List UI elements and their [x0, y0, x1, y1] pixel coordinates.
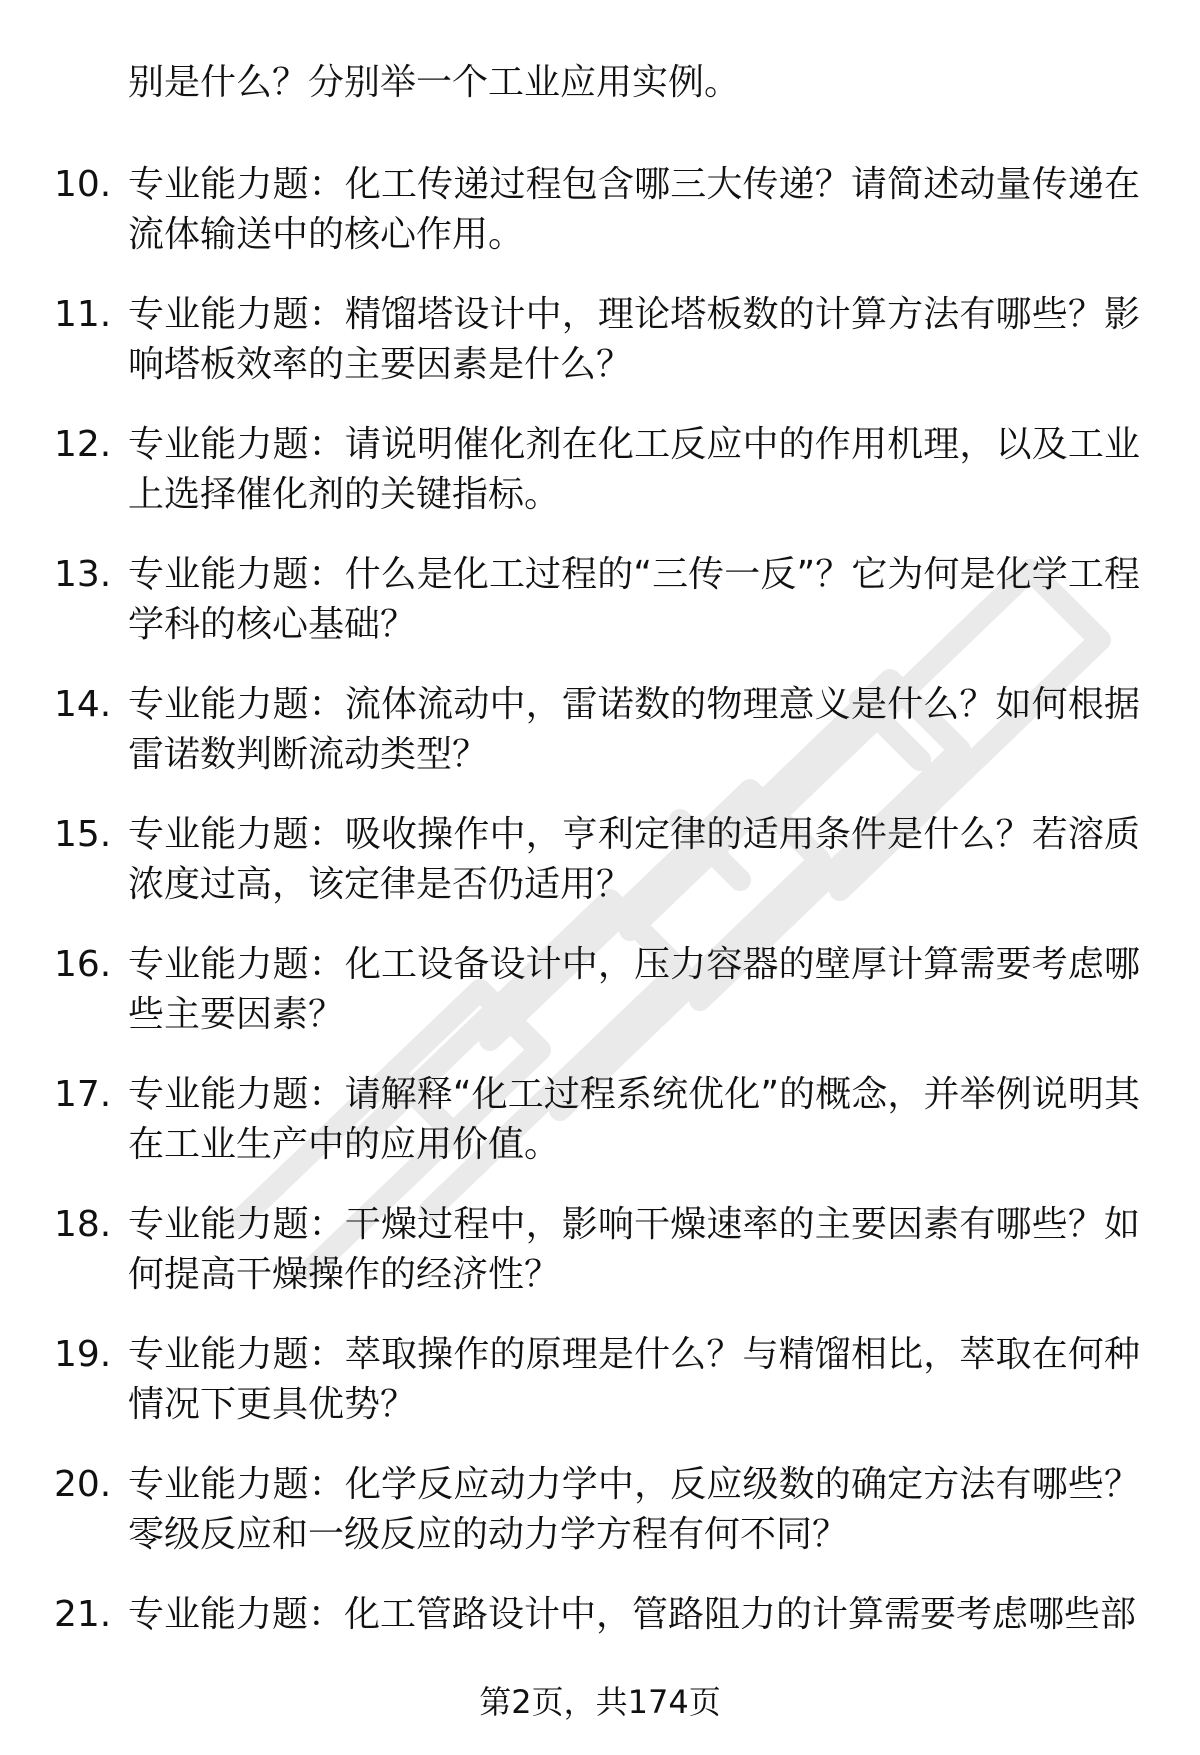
item-text: 专业能力题：化学反应动力学中，反应级数的确定方法有哪些？零级反应和一级反应的动力学方程有何不同？	[128, 1464, 1140, 1555]
item-text: 专业能力题：化工传递过程包含哪三大传递？请简述动量传递在流体输送中的核心作用。	[128, 164, 1140, 255]
list-item	[0, 1460, 1200, 1560]
list-item	[0, 680, 1200, 780]
item-text: 专业能力题：精馏塔设计中，理论塔板数的计算方法有哪些？影响塔板效率的主要因素是什么？	[128, 294, 1140, 385]
item-number: 21.	[54, 1594, 112, 1635]
list-item	[0, 1590, 1200, 1640]
item-number: 20.	[54, 1464, 112, 1505]
page-number: 第2页，共174页	[479, 1683, 721, 1721]
item-text: 专业能力题：吸收操作中，亨利定律的适用条件是什么？若溶质浓度过高，该定律是否仍适用？	[128, 814, 1140, 905]
item-text: 专业能力题：化工设备设计中，压力容器的壁厚计算需要考虑哪些主要因素？	[128, 944, 1140, 1035]
list-item	[0, 940, 1200, 1040]
item-text: 专业能力题：什么是化工过程的“三传一反”？它为何是化学工程学科的核心基础？	[128, 554, 1140, 645]
list-item	[0, 810, 1200, 910]
item-number: 10.	[54, 164, 112, 205]
item-text: 专业能力题：萃取操作的原理是什么？与精馏相比，萃取在何种情况下更具优势？	[128, 1334, 1140, 1425]
item-number: 14.	[54, 684, 112, 725]
item-text: 专业能力题：请说明催化剂在化工反应中的作用机理，以及工业上选择催化剂的关键指标。	[128, 424, 1140, 515]
item-number: 15.	[54, 814, 112, 855]
item-text: 专业能力题：流体流动中，雷诺数的物理意义是什么？如何根据雷诺数判断流动类型？	[128, 684, 1140, 775]
question-list	[0, 58, 1200, 1670]
list-item	[0, 420, 1200, 520]
item-number: 16.	[54, 944, 112, 985]
list-item	[0, 1200, 1200, 1300]
item-text: 专业能力题：化工管路设计中，管路阻力的计算需要考虑哪些部	[128, 1594, 1137, 1635]
continued-text: 别是什么？分别举一个工业应用实例。	[128, 62, 741, 103]
item-number: 17.	[54, 1074, 112, 1115]
item-number: 18.	[54, 1204, 112, 1245]
item-number: 11.	[54, 294, 112, 335]
list-item	[0, 1070, 1200, 1170]
item-text: 专业能力题：请解释“化工过程系统优化”的概念，并举例说明其在工业生产中的应用价值。	[128, 1074, 1140, 1165]
item-number: 13.	[54, 554, 112, 595]
list-item	[0, 550, 1200, 650]
list-item	[0, 1330, 1200, 1430]
item-number: 12.	[54, 424, 112, 465]
item-number: 19.	[54, 1334, 112, 1375]
item-text: 专业能力题：干燥过程中，影响干燥速率的主要因素有哪些？如何提高干燥操作的经济性？	[128, 1204, 1140, 1295]
list-item	[0, 160, 1200, 260]
list-item	[0, 290, 1200, 390]
